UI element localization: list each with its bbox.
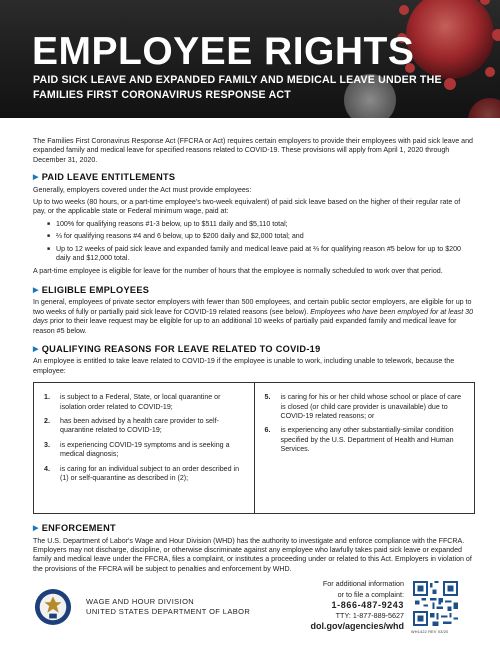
reason-number: 4.	[44, 464, 50, 473]
dol-seal-icon	[34, 588, 72, 626]
section-heading-text: ELIGIBLE EMPLOYEES	[41, 284, 150, 295]
section-heading-eligible	[33, 286, 475, 295]
triangle-right-icon: ▶	[33, 286, 39, 294]
reasons-left-column	[34, 383, 254, 513]
paid-leave-para: Up to two weeks (80 hours, or a part-time employee's two-week equivalent) of paid sick leave based on the higher of their regular rate of pay, or the applicable state or Federal minimum wage, paid at:	[33, 198, 461, 216]
paid-leave-closing: A part-time employee is eligible for leave for the number of hours that the employee is normally scheduled to work over that period.	[33, 267, 443, 276]
eligible-italic-text: Employees who have been employed for at least 30 days	[33, 307, 474, 326]
reason-item	[44, 441, 246, 460]
page-title: EMPLOYEE RIGHTS	[32, 30, 415, 73]
paid-leave-bullets	[47, 220, 475, 264]
section-heading-text: QUALIFYING REASONS FOR LEAVE RELATED TO COVID-19	[41, 343, 321, 354]
qr-code-icon[interactable]	[413, 581, 458, 626]
eligible-text-end: prior to their leave request may be eligible for up to an additional 10 weeks of partially paid expanded family and medical leave for reason #5 below.	[33, 317, 457, 335]
section-heading-text: PAID LEAVE ENTITLEMENTS	[41, 172, 176, 183]
enforcement-paragraph: The U.S. Department of Labor's Wage and Hour Division (WHD) has the authority to investigate and enforce compliance with the FFCRA. Employers may not discharge, discipline, or otherwise discriminate against any employee who lawfully takes paid sick leave or expanded family and medical leave under the FFCRA, files a complaint, or institutes a proceeding under or related to this Act. Employers in violation of the provisions of the FFCRA will be subject to penalties and enforcement by WHD.	[33, 536, 472, 573]
agency-name	[86, 597, 250, 617]
reason-item	[265, 426, 467, 454]
tty-number[interactable]: TTY: 1-877-889-5627	[335, 610, 404, 620]
page-subtitle: PAID SICK LEAVE AND EXPANDED FAMILY AND MEDICAL LEAVE UNDER THE FAMILIES FIRST CORONAVIRUS RESPONSE ACT	[33, 74, 442, 101]
form-code: WH1422 REV 03/20	[411, 630, 449, 634]
triangle-right-icon: ▶	[33, 174, 39, 182]
reason-item	[44, 465, 246, 484]
triangle-right-icon: ▶	[33, 525, 39, 533]
reason-number: 2.	[44, 416, 50, 425]
phone-number[interactable]: 1-866-487-9243	[331, 600, 404, 611]
reason-text: is subject to a Federal, State, or local quarantine or isolation order related to COVID-19;	[60, 393, 221, 411]
reason-item	[44, 417, 246, 436]
eligible-text: In general, employees of private sector employers with fewer than 500 employees, and certain public sector employers, are eligible for up to two weeks of fully or partially paid sick leave for COVID-19 related reasons (see below).	[33, 298, 472, 316]
reason-number: 5.	[264, 393, 271, 402]
contact-text: or to file a complaint:	[337, 589, 404, 599]
reason-text: is caring for an individual subject to an order described in (1) or self-quarantine as described in (2);	[60, 464, 240, 482]
list-item: ■ ⅔ for qualifying reasons #4 and 6 below, up to $200 daily and $2,000 total; and	[47, 232, 475, 241]
paid-leave-lead: Generally, employers covered under the Act must provide employees:	[33, 185, 252, 194]
document-body	[33, 137, 475, 577]
reason-text: has been advised by a health care provider to self-quarantine related to COVID-19;	[60, 416, 219, 435]
agency-line: UNITED STATES DEPARTMENT OF LABOR	[86, 607, 251, 616]
contact-block	[310, 579, 404, 632]
list-item: ■ Up to 12 weeks of paid sick leave and expanded family and medical leave paid at ⅔ for qualifying reason #5 below for up to $200 daily and $12,000 total.	[47, 245, 475, 264]
reasons-right-column	[254, 383, 475, 513]
agency-line: WAGE AND HOUR DIVISION	[86, 597, 195, 606]
qualifying-reasons-box	[33, 382, 475, 514]
reason-text: is caring for his or her child whose school or place of care is closed (or child care provider is unavailable) due to COVID-19 related reasons; or	[280, 393, 462, 420]
reason-text: is experiencing any other substantially-similar condition specified by the U.S. Department of Health and Human Services.	[280, 426, 454, 454]
reason-item	[44, 393, 246, 412]
reason-number: 1.	[44, 393, 50, 402]
eligible-paragraph	[33, 298, 475, 336]
contact-text: For additional information	[322, 579, 404, 588]
section-heading-enforcement	[33, 524, 475, 533]
section-heading-paid-leave	[33, 173, 475, 182]
reason-number: 3.	[44, 440, 50, 449]
section-heading-text: ENFORCEMENT	[41, 523, 116, 534]
reason-item	[265, 393, 467, 421]
qualifying-lead: An employee is entitled to take leave related to COVID-19 if the employee is unable to work, including unable to telework, because the employee:	[33, 357, 455, 375]
list-item: ■ 100% for qualifying reasons #1-3 below, up to $511 daily and $5,110 total;	[47, 220, 475, 229]
header-banner	[0, 0, 500, 118]
reason-text: is experiencing COVID-19 symptoms and is seeking a medical diagnosis;	[60, 440, 230, 459]
section-heading-qualifying	[33, 345, 475, 354]
triangle-right-icon: ▶	[33, 345, 39, 353]
footer	[0, 578, 500, 647]
reason-number: 6.	[264, 426, 271, 435]
website-link[interactable]: dol.gov/agencies/whd	[310, 621, 404, 632]
intro-paragraph: The Families First Coronavirus Response Act (FFCRA or Act) requires certain employers to provide their employees with paid sick leave and expanded family and medical leave for specified reasons related to COVID-19. These provisions will apply from April 1, 2020 through December 31, 2020.	[33, 137, 473, 164]
